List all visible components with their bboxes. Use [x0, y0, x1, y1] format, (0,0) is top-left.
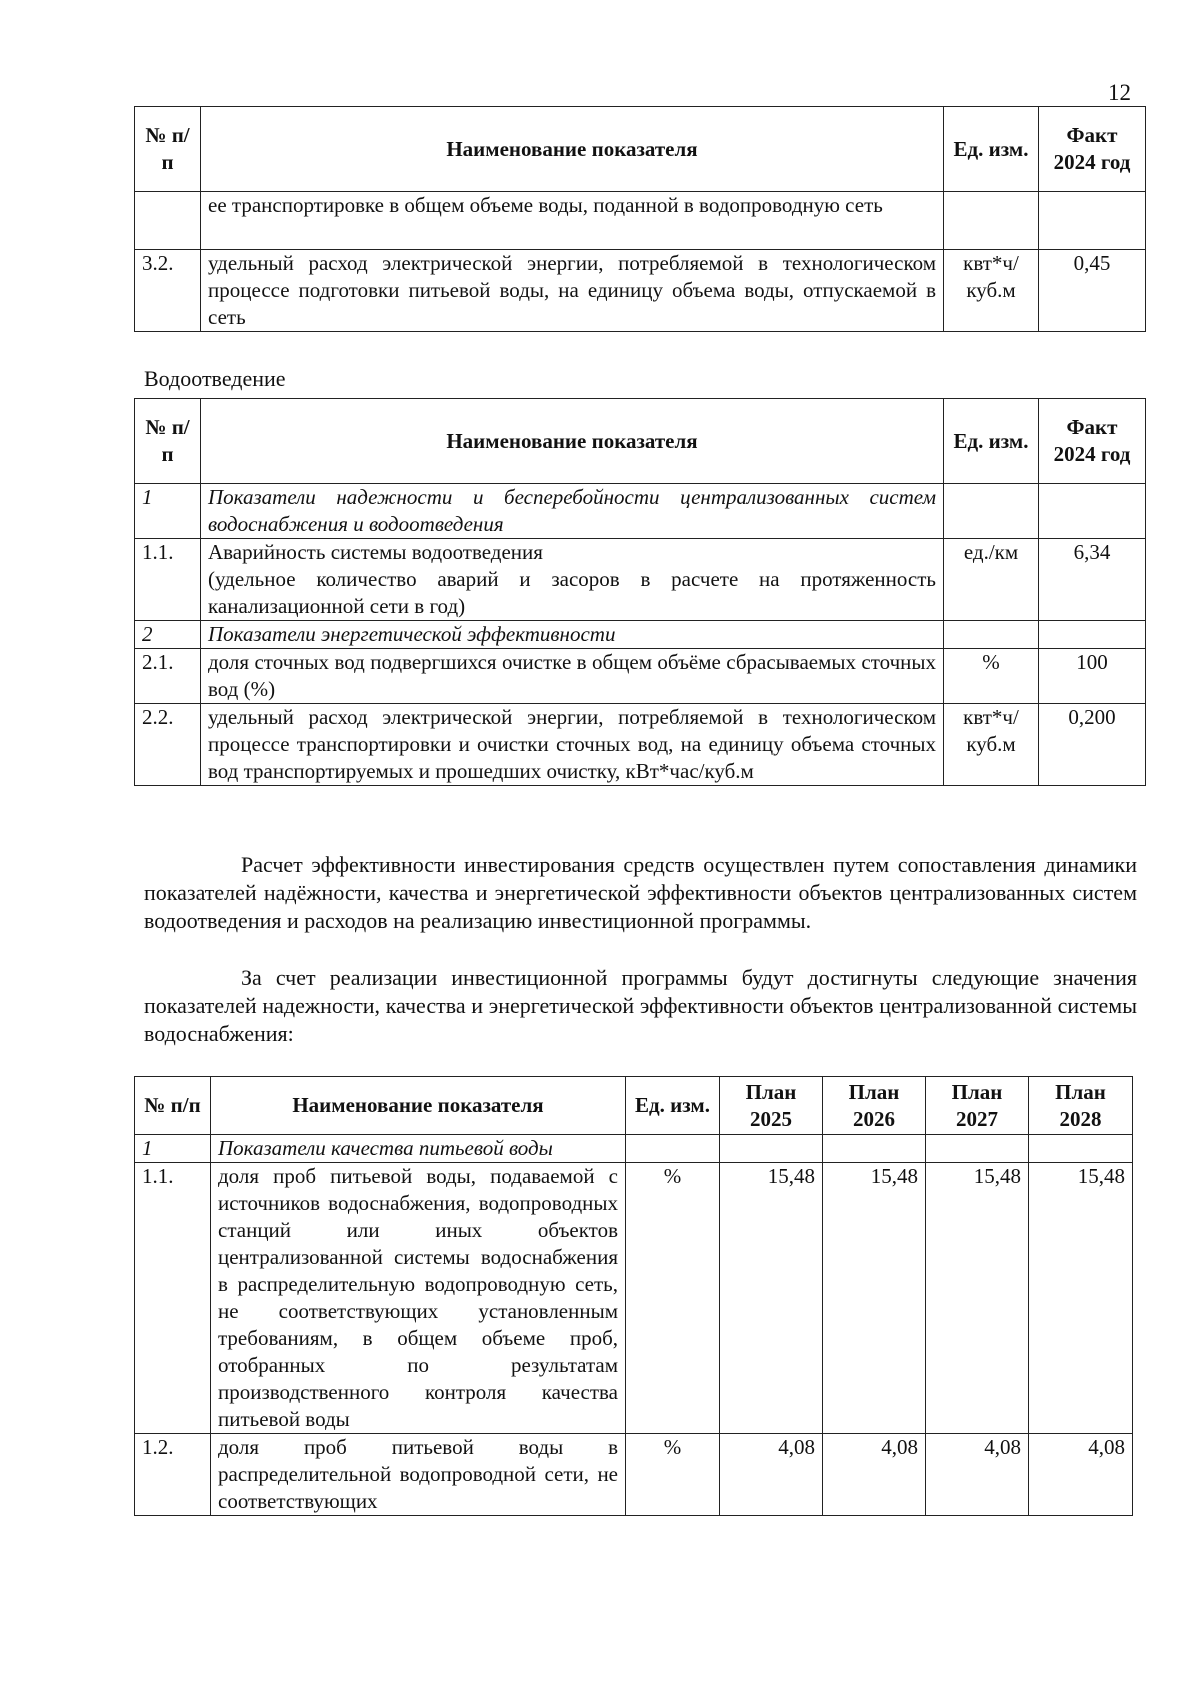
- cell-plan-2028: 4,08: [1029, 1434, 1133, 1516]
- header-plan-2025: План 2025: [720, 1077, 823, 1135]
- cell-num: 1.1.: [135, 539, 201, 621]
- table-header-row: [135, 399, 1146, 484]
- cell-name: доля проб питьевой воды, подаваемой с источников водоснабжения, водопроводных станций или иных объектов централизованной системы водоснабжения в распределительную водопроводную сеть, не соответствующих установленным требованиям, в общем объеме проб, отобранных по результатам производственного контроля качества питьевой воды: [211, 1163, 626, 1434]
- header-num: № п/п: [135, 399, 201, 484]
- section-label-wastewater: Водоотведение: [144, 366, 286, 391]
- cell-name: Показатели надежности и бесперебойности централизованных систем водоснабжения и водоотведения: [201, 484, 944, 539]
- cell-name: доля проб питьевой воды в распределительной водопроводной сети, не соответствующих: [211, 1434, 626, 1516]
- cell-name: удельный расход электрической энергии, потребляемой в технологическом процессе подготовки питьевой воды, на единицу объема воды, отпускаемой в сеть: [201, 250, 944, 332]
- cell-num: [135, 192, 201, 250]
- table-row: [135, 539, 1146, 621]
- cell-name-title: Аварийность системы водоотведения: [208, 540, 543, 564]
- header-value: Факт 2024 год: [1039, 399, 1146, 484]
- cell-num: 2.1.: [135, 649, 201, 704]
- cell-name: ее транспортировке в общем объеме воды, поданной в водопроводную сеть: [201, 192, 944, 250]
- cell-plan-2028: 15,48: [1029, 1163, 1133, 1434]
- cell-value: 0,45: [1039, 250, 1146, 332]
- header-unit: Ед. изм.: [944, 399, 1039, 484]
- cell-num: 2: [135, 621, 201, 649]
- header-num: № п/п: [135, 107, 201, 192]
- indicators-table-wastewater: [134, 398, 1146, 786]
- table-header-row: [135, 107, 1146, 192]
- cell-num: 3.2.: [135, 250, 201, 332]
- table-row: [135, 704, 1146, 786]
- table-row: [135, 1135, 1133, 1163]
- cell-plan-2026: [823, 1135, 926, 1163]
- header-plan-2026: План 2026: [823, 1077, 926, 1135]
- cell-name: доля сточных вод подвергшихся очистке в общем объёме сбрасываемых сточных вод (%): [201, 649, 944, 704]
- table-header-row: [135, 1077, 1133, 1135]
- cell-unit: ед./км: [944, 539, 1039, 621]
- table-row: [135, 649, 1146, 704]
- cell-name: Показатели качества питьевой воды: [211, 1135, 626, 1163]
- cell-name: Показатели энергетической эффективности: [201, 621, 944, 649]
- table-row: [135, 250, 1146, 332]
- table-row: [135, 1434, 1133, 1516]
- cell-value: [1039, 192, 1146, 250]
- cell-num: 1: [135, 1135, 211, 1163]
- header-name: Наименование показателя: [201, 399, 944, 484]
- header-value: Факт 2024 год: [1039, 107, 1146, 192]
- cell-unit: квт*ч/ куб.м: [944, 250, 1039, 332]
- cell-unit: %: [944, 649, 1039, 704]
- cell-name: удельный расход электрической энергии, потребляемой в технологическом процессе транспортировки и очистки сточных вод, на единицу объема сточных вод транспортируемых и прошедших очистку, кВт*час/куб.м: [201, 704, 944, 786]
- cell-plan-2025: 15,48: [720, 1163, 823, 1434]
- table-row: [135, 192, 1146, 250]
- cell-name: [201, 539, 944, 621]
- header-num: № п/п: [135, 1077, 211, 1135]
- header-plan-2028: План 2028: [1029, 1077, 1133, 1135]
- cell-unit: %: [626, 1163, 720, 1434]
- cell-unit: [944, 484, 1039, 539]
- header-unit: Ед. изм.: [626, 1077, 720, 1135]
- table-row: [135, 621, 1146, 649]
- table-row: [135, 484, 1146, 539]
- cell-plan-2025: 4,08: [720, 1434, 823, 1516]
- cell-unit: %: [626, 1434, 720, 1516]
- cell-unit: [626, 1135, 720, 1163]
- cell-unit: [944, 192, 1039, 250]
- header-unit: Ед. изм.: [944, 107, 1039, 192]
- header-name: Наименование показателя: [201, 107, 944, 192]
- plan-indicators-table: [134, 1076, 1133, 1516]
- cell-plan-2025: [720, 1135, 823, 1163]
- paragraph-program-targets: За счет реализации инвестиционной программы будут достигнуты следующие значения показателей надежности, качества и энергетической эффективности объектов централизованной системы водоснабжения:: [144, 965, 1137, 1046]
- cell-plan-2027: 4,08: [926, 1434, 1029, 1516]
- table-row: [135, 1163, 1133, 1434]
- cell-plan-2026: 15,48: [823, 1163, 926, 1434]
- header-name: Наименование показателя: [211, 1077, 626, 1135]
- cell-num: 1.1.: [135, 1163, 211, 1434]
- cell-value: 6,34: [1039, 539, 1146, 621]
- header-plan-2027: План 2027: [926, 1077, 1029, 1135]
- cell-value: 100: [1039, 649, 1146, 704]
- cell-plan-2026: 4,08: [823, 1434, 926, 1516]
- indicators-table-water-supply-continued: [134, 106, 1146, 332]
- cell-value: [1039, 484, 1146, 539]
- page-number: 12: [1108, 80, 1131, 105]
- cell-name-detail: (удельное количество аварий и засоров в расчете на протяженность канализационной сети в год): [208, 567, 936, 618]
- cell-num: 1.2.: [135, 1434, 211, 1516]
- cell-unit: квт*ч/ куб.м: [944, 704, 1039, 786]
- cell-value: 0,200: [1039, 704, 1146, 786]
- cell-value: [1039, 621, 1146, 649]
- cell-num: 1: [135, 484, 201, 539]
- cell-unit: [944, 621, 1039, 649]
- cell-plan-2027: 15,48: [926, 1163, 1029, 1434]
- cell-plan-2027: [926, 1135, 1029, 1163]
- cell-plan-2028: [1029, 1135, 1133, 1163]
- paragraph-efficiency-calculation: Расчет эффективности инвестирования средств осуществлен путем сопоставления динамики показателей надёжности, качества и энергетической эффективности объектов централизованных систем водоотведения и расходов на реализацию инвестиционной программы.: [144, 852, 1137, 933]
- cell-num: 2.2.: [135, 704, 201, 786]
